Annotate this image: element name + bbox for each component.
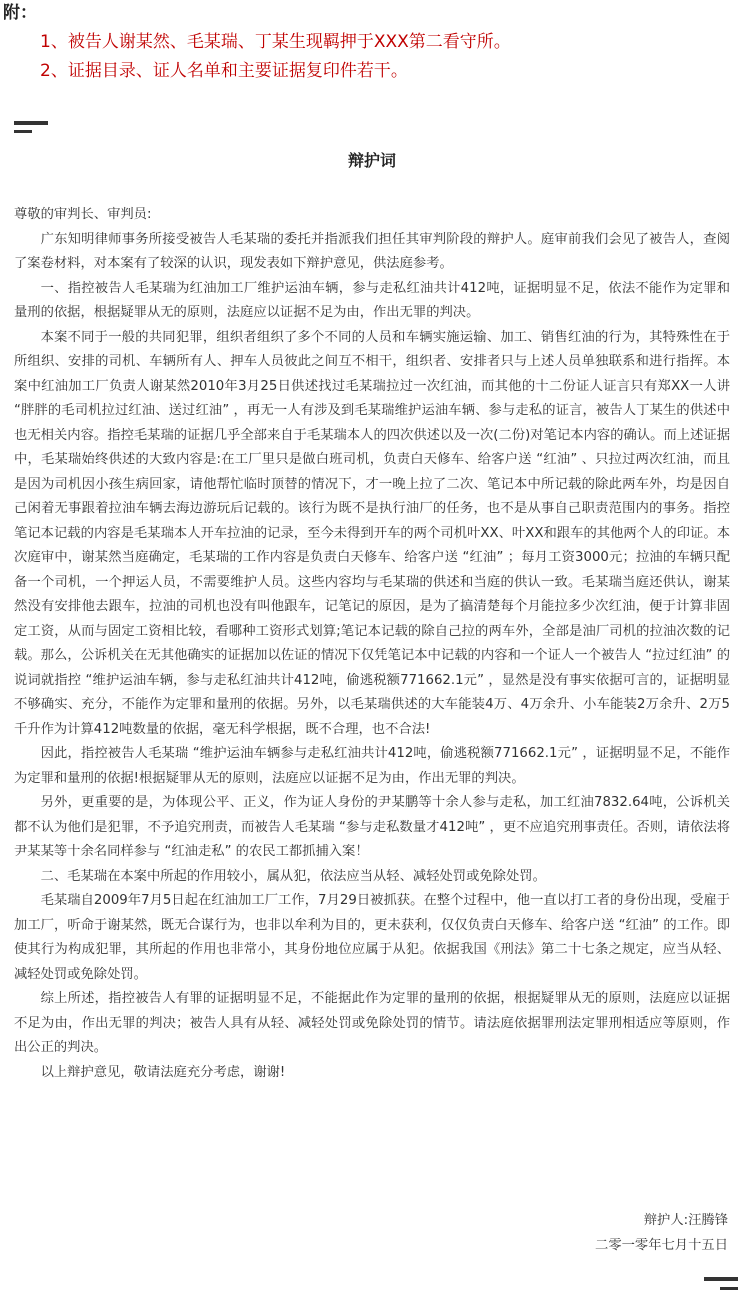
salutation: 尊敬的审判长、审判员:: [14, 207, 152, 222]
signing-date: 二零一零年七月十五日: [595, 1238, 728, 1253]
paragraph: 毛某瑞自2009年7月5日起在红油加工厂工作，7月29日被抓获。在整个过程中，他一直以打工者的身份出现，受雇于加工厂，听命于谢某然，既无合谋行为，也非以牟利为目的，更未获利，仅仅负责白天修车、给客户送 “红油” 的工作。即使其行为构成犯罪，其所起的作用也非常小，其身份地位应属于从犯。依据我国《刑法》第二十七条之规定，应当从轻、减轻处罚或免除处罚。: [14, 893, 730, 982]
divider-bar-short: [720, 1287, 738, 1290]
divider-bar-long: [704, 1277, 738, 1281]
paragraph: 本案不同于一般的共同犯罪，组织者组织了多个不同的人员和车辆实施运输、加工、销售红油的行为，其特殊性在于所组织、安排的司机、车辆所有人、押车人员彼此之间互不相干，组织者、安排者只与上述人员单独联系和进行指挥。本案中红油加工厂负责人谢某然2010年3月25日供述找过毛某瑞拉过一次红油，而其他的十二份证人证言只有郑XX一人讲 “胖胖的毛司机拉过红油、送过红油” ，再无一人有涉及到毛某瑞维护运油车辆、参与走私的证言，被告人丁某生的供述中也无相关内容。指控毛某瑞的证据几乎全部来自于毛某瑞本人的四次供述以及一次(二份)对笔记本内容的确认。而上述证据中，毛某瑞始终供述的大致内容是:在工厂里只是做白班司机，负责白天修车、给客户送 “红油” 、只拉过两次红油，而且是因为司机因小孩生病回家，请他帮忙临时顶替的情况下，才一晚上拉了二次、笔记本中所记载的除此两车外，均是因自己闲着无事跟着拉油车辆去海边游玩后记载的。该行为既不是执行油厂的任务，也不是从事自己职责范围内的事务。指控笔记本记载的内容是毛某瑞本人开车拉油的记录，至今未得到开车的两个司机叶XX、叶XX和跟车的其他两个人的印证。本次庭审中，谢某然当庭确定，毛某瑞的工作内容是负责白天修车、给客户送 “红油” ；每月工资3000元；拉油的车辆只配备一个司机，一个押运人员，不需要维护人员。这些内容均与毛某瑞的供述和当庭的供认一致。毛某瑞当庭还供认，谢某然没有安排他去跟车，拉油的司机也没有叫他跟车，记笔记的原因，是为了搞清楚每个月能拉多少次红油，便于计算非固定工资，从而与固定工资相比较，看哪种工资形式划算;笔记本记载的除自己拉的两车外，全部是油厂司机的拉油次数的记载。那么，公诉机关在无其他确实的证据加以佐证的情况下仅凭笔记本中记载的内容和一个证人一个被告人 “拉过红油” 的说词就指控 “维护运油车辆，参与走私红油共计412吨，偷逃税额771662.1元” ，显然是没有事实依据可言的，证据明显不够确实、充分，不能作为定罪和量刑的依据。另外，以毛某瑞供述的大车能装4万、4万余升、小车能装2万余升、2万5千升作为计算412吨数量的依据，毫无科学根据，既不合理，也不合法!: [14, 329, 730, 737]
divider-bar-long: [14, 121, 48, 125]
document-body: [14, 203, 730, 1085]
paragraph: 以上辩护意见，敬请法庭充分考虑，谢谢!: [40, 1064, 286, 1080]
paragraph: 因此，指控被告人毛某瑞 “维护运油车辆参与走私红油共计412吨，偷逃税额771662.1元” ，证据明显不足，不能作为定罪和量刑的依据!根据疑罪从无的原则，法庭应以证据不足为由，作出无罪的判决。: [14, 746, 730, 786]
attachment-item-2: 2、证据目录、证人名单和主要证据复印件若干。: [40, 61, 408, 81]
paragraph: 另外，更重要的是，为体现公平、正义，作为证人身份的尹某鹏等十余人参与走私，加工红油7832.64吨，公诉机关都不认为他们是犯罪，不予追究刑责，而被告人毛某瑞 “参与走私数量才412吨” ，更不应追究刑事责任。否则，请依法将尹某某等十余名同样参与 “红油走私” 的农民工都抓捕入案！: [14, 795, 730, 859]
attachment-label: 附：: [3, 3, 37, 23]
signer: 辩护人:汪腾锋: [643, 1213, 728, 1228]
document-title: 辩护词: [347, 151, 396, 170]
paragraph: 一、指控被告人毛某瑞为红油加工厂维护运油车辆，参与走私红油共计412吨，证据明显不足，依法不能作为定罪和量刑的依据，根据疑罪从无的原则，法庭应以证据不足为由，作出无罪的判决。: [14, 280, 730, 320]
paragraph: 广东知明律师事务所接受被告人毛某瑞的委托并指派我们担任其审判阶段的辩护人。庭审前我们会见了被告人，查阅了案卷材料，对本案有了较深的认识，现发表如下辩护意见，供法庭参考。: [14, 231, 730, 271]
paragraph: 综上所述，指控被告人有罪的证据明显不足，不能据此作为定罪的量刑的依据，根据疑罪从无的原则，法庭应以证据不足为由，作出无罪的判决；被告人具有从轻、减轻处罚或免除处罚的情节。请法庭依据罪刑法定罪刑相适应等原则，作出公正的判决。: [14, 991, 730, 1055]
paragraph: 二、毛某瑞在本案中所起的作用较小，属从犯，依法应当从轻、减轻处罚或免除处罚。: [40, 868, 546, 884]
attachment-item-1: 1、被告人谢某然、毛某瑞、丁某生现羁押于XXX第二看守所。: [40, 32, 511, 52]
divider-bar-short: [14, 130, 32, 133]
